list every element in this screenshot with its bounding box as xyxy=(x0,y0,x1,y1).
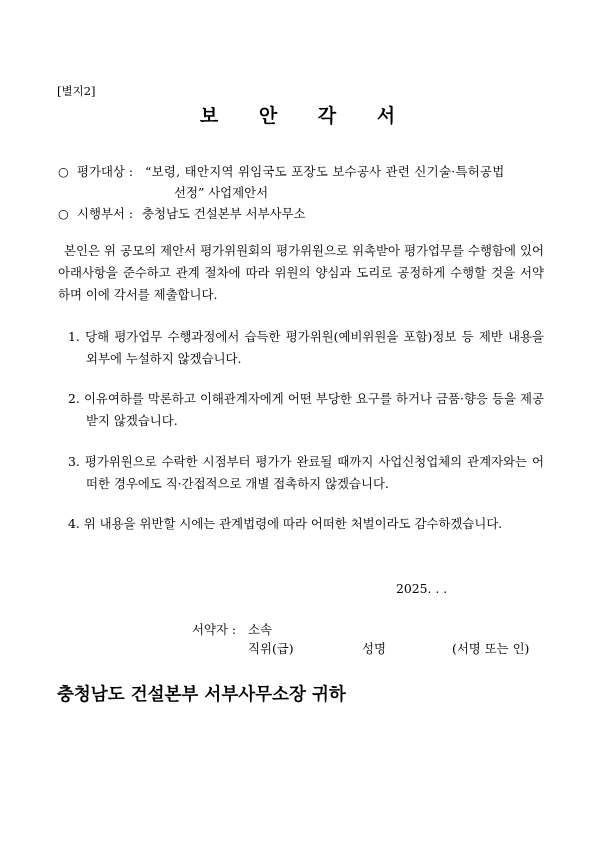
document-title: 보 안 각 서 xyxy=(199,105,413,127)
signer-label: 서약자 : xyxy=(192,622,237,637)
pledge-item-4: 4. 위 내용을 위반할 시에는 관계법령에 따라 어떠한 처벌이라도 감수하겠습니다. xyxy=(68,516,503,531)
target-text-line1: “보령, 태안지역 위임국도 포장도 보수공사 관련 신기술·특허공법 xyxy=(145,164,505,179)
sign-label: (서명 또는 인) xyxy=(452,641,530,656)
pledge-item-3: 3. 평가위원으로 수락한 시점부터 평가가 완료될 때까지 사업신청업체의 관계자와는 어떠한 경우에도 직·간접적으로 개별 접촉하지 않겠습니다. xyxy=(68,454,544,491)
closing-addressee: 충청남도 건설본부 서부사무소장 귀하 xyxy=(57,685,346,705)
target-label: 평가대상 : xyxy=(77,164,133,179)
name-label: 성명 xyxy=(362,641,386,656)
date-line: 2025. . . xyxy=(396,581,448,596)
pledge-item-2: 2. 이유여하를 막론하고 이해관계자에게 어떤 부당한 요구를 하거나 금품·향응 등을 제공받지 않겠습니다. xyxy=(68,391,544,428)
attachment-label: [별지2] xyxy=(57,84,96,98)
pledge-item-1: 1. 당해 평가업무 수행과정에서 습득한 평가위원(예비위원을 포함)정보 등 제반 내용을 외부에 누설하지 않겠습니다. xyxy=(68,329,544,366)
position-label: 직위(급) xyxy=(248,641,294,656)
dept-label: 시행부서 : xyxy=(77,206,133,221)
intro-paragraph: 본인은 위 공모의 제안서 평가위원회의 평가위원으로 위촉받아 평가업무를 수행함에 있어 아래사항을 준수하고 관계 절차에 따라 위원의 양심과 도리로 공정하게 수행할 것을 서약하며 이에 각서를 제출합니다. xyxy=(58,243,544,302)
target-text-line2: 선정” 사업제안서 xyxy=(174,185,269,200)
dept-text: 충청남도 건설본부 서부사무소 xyxy=(142,206,306,221)
affiliation-label: 소속 xyxy=(248,622,272,637)
target-bullet: ○ xyxy=(58,164,69,179)
dept-bullet: ○ xyxy=(58,206,69,221)
